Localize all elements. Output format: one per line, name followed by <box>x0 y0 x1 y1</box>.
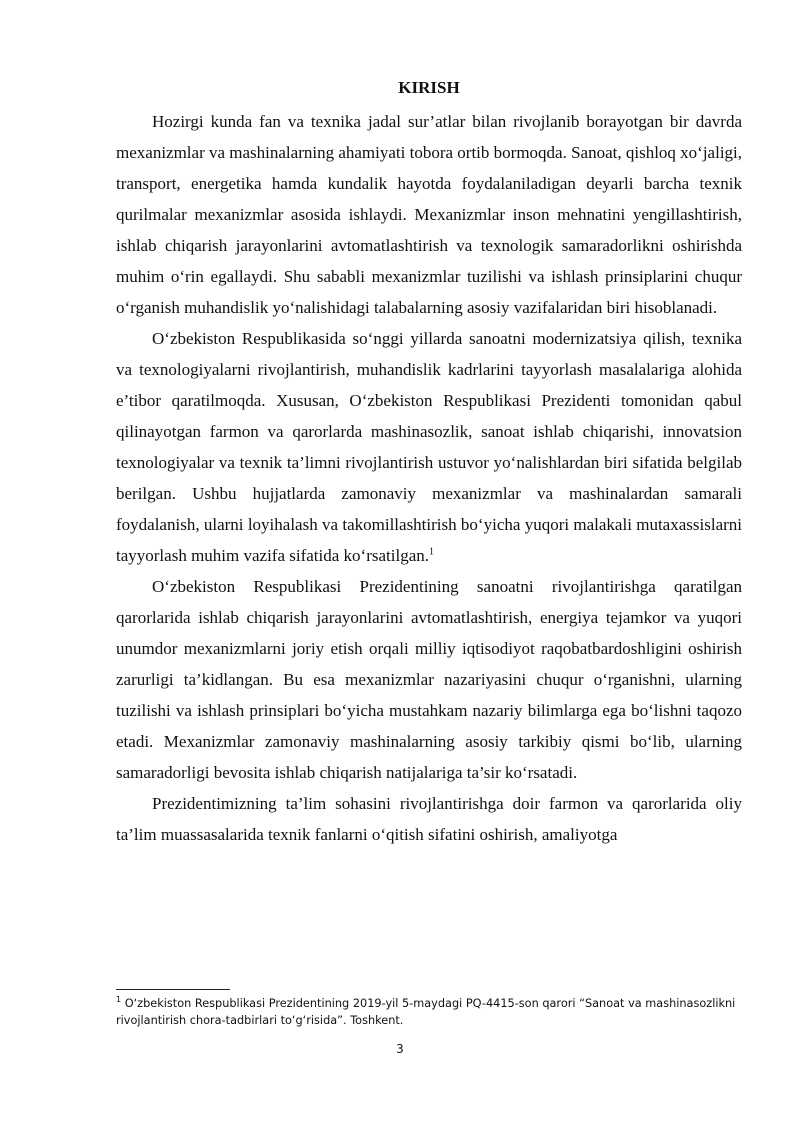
footnote-text: O‘zbekiston Respublikasi Prezidentining 2019-yil 5-maydagi PQ-4415-son qarori “Sanoat va mashinasozlikni rivojlantirish chora-tadbirlari to‘g‘risida”. Toshkent. <box>116 997 736 1027</box>
paragraph-3-text: O‘zbekiston Respublikasi Prezidentining sanoatni rivojlantirishga qaratilgan qarorlarida ishlab chiqarish jarayonlarini avtomatlashtirish, energiya tejamkor va yuqori unumdor mexanizmlarni joriy etish orqali milliy iqtisodiyot raqobatbardoshligini oshirish zarurligi ta’kidlangan. Bu esa mexanizmlar nazariyasini chuqur o‘rganishni, ularning tuzilishi va ishlash prinsiplari bo‘yicha mustahkam nazariy bilimlarga ega bo‘lishni taqozo etadi. Mexanizmlar zamonaviy mashinalarning asosiy tarkibiy qismi bo‘lib, ularning samaradorligi bevosita ishlab chiqarish natijalariga ta’sir ko‘rsatadi. <box>116 577 742 782</box>
page-number: 3 <box>396 1042 404 1056</box>
footnote-reference[interactable]: 1 <box>429 546 434 558</box>
paragraph-3 <box>116 571 742 788</box>
footnote <box>116 995 742 1029</box>
paragraph-4-text: Prezidentimizning ta’lim sohasini rivojlantirishga doir farmon va qarorlarida oliy ta’lim muassasalarida texnik fanlarni o‘qitish sifatini oshirish, amaliyotga <box>116 794 742 844</box>
paragraph-2-text: O‘zbekiston Respublikasida so‘nggi yillarda sanoatni modernizatsiya qilish, texnika va texnologiyalarni rivojlantirish, muhandislik kadrlarini tayyorlash masalalariga alohida e’tibor qaratilmoqda. Xususan, O‘zbekiston Respublikasi Prezidenti tomonidan qabul qilinayotgan farmon va qarorlarda mashinasozlik, sanoat ishlab chiqarishi, innovatsion texnologiyalar va texnik ta’limni rivojlantirish ustuvor yo‘nalishlardan biri sifatida belgilab berilgan. Ushbu hujjatlarda zamonaviy mexanizmlar va mashinalardan samarali foydalanish, ularni loyihalash va takomillashtirish bo‘yicha yuqori malakali mutaxassislarni tayyorlash muhim vazifa sifatida ko‘rsatilgan. <box>116 329 742 565</box>
section-heading: KIRISH <box>398 78 460 97</box>
document-body <box>116 74 742 850</box>
paragraph-1-text: Hozirgi kunda fan va texnika jadal sur’atlar bilan rivojlanib borayotgan bir davrda mexanizmlar va mashinalarning ahamiyati tobora ortib bormoqda. Sanoat, qishloq xo‘jaligi, transport, energetika hamda kundalik hayotda foydalaniladigan deyarli barcha texnik qurilmalar mexanizmlar asosida ishlaydi. Mexanizmlar inson mehnatini yengillashtirish, ishlab chiqarish jarayonlarini avtomatlashtirish va texnologik samaradorlikni oshirishda muhim o‘rin egallaydi. Shu sababli mexanizmlar tuzilishi va ishlash prinsiplarini chuqur o‘rganish muhandislik yo‘nalishidagi talabalarning asosiy vazifalaridan biri hisoblanadi. <box>116 112 743 317</box>
paragraph-2 <box>116 323 742 571</box>
paragraph-4 <box>116 788 742 850</box>
footnote-separator <box>116 989 230 990</box>
paragraph-1 <box>116 106 742 323</box>
footnote-marker: 1 <box>116 995 122 1005</box>
